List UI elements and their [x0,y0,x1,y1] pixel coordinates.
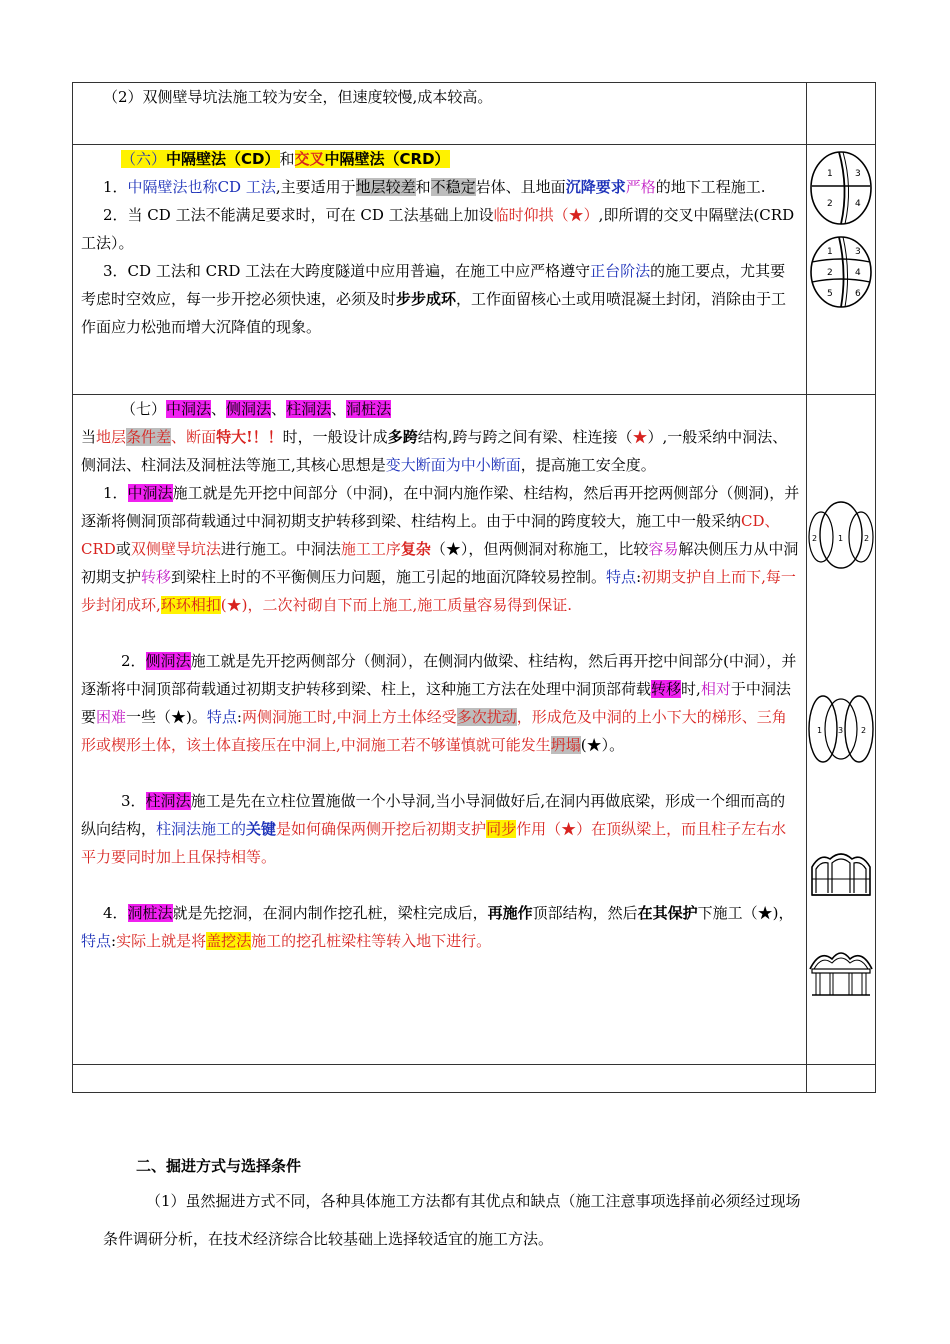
crd-label-2: 2 [827,268,833,278]
center-drift-label-left: 2 [812,534,818,543]
row-empty [73,1065,807,1093]
star-icon: ★ [632,428,648,446]
cd-label-1: 1 [827,169,833,179]
side-drift-diagram [808,693,874,765]
bottom-para-line1: （1）虽然掘进方式不同，各种具体施工方法都有其优点和缺点（施工注意事项选择前必须经过现场 [146,1192,801,1210]
pillar-drift-diagram [808,849,874,899]
row-sec2-note [73,83,807,145]
notes-table [72,82,876,1093]
sec7-title: （七）中洞法、侧洞法、柱洞法、洞桩法 [121,400,392,418]
bottom-section [0,1152,950,1254]
crd-label-3: 3 [855,247,861,257]
center-drift-label-mid: 1 [838,534,844,543]
sec7-para-3: 3．柱洞法施工是先在立柱位置施做一个小导洞,当小导洞做好后,在洞内再做底梁，形成一个细而高的纵向结构，柱洞法施工的关键是如何确保两侧开挖后初期支护同步作用（★）在顶纵梁上，而且柱子左右水平力要同时加上且保持相等。 [81,792,787,866]
side-drift-label-left: 1 [817,726,823,735]
cd-method-diagram [809,148,873,232]
center-drift-label-right: 2 [864,534,870,543]
section-heading: 二、掘进方式与选择条件 [136,1157,302,1175]
crd-label-1: 1 [827,247,833,257]
row-sec6-side [807,145,876,395]
star-icon: ★ [568,206,584,224]
sec7-para-1: 1．中洞法施工就是先开挖中间部分（中洞)，在中洞内施作梁、柱结构，然后再开挖两侧部分（侧洞)，并逐渐将侧洞顶部荷载通过中洞初期支护转移到梁、柱结构上。由于中洞的跨度较大，施工中一般采纳CD、CRD或双侧壁导坑法进行施工。中洞法施工工序复杂（★），但两侧洞对称施工，比较容易解决侧压力从中洞初期支护转移到梁柱上时的不平衡侧压力问题，施工引起的地面沉降较易控制。特点:初期支护自上而下,每一步封闭成环,环环相扣(★)，二次衬砌自下而上施工,施工质量容易得到保证. [81,484,800,614]
crd-label-5: 5 [827,289,833,299]
crd-label-6: 6 [855,289,861,299]
cd-label-3: 3 [855,169,861,179]
sec6-para-3: 3．CD 工法和 CRD 工法在大跨度隧道中应用普遍，在施工中应严格遵守正台阶法的施工要点，尤其要考虑时空效应，每一步开挖必须快速，必须及时步步成环，工作面留核心土或用喷混凝土封闭，消除由于工作面应力松弛而增大沉降值的现象。 [81,262,787,336]
sec6-title: （六）中隔壁法（CD）和交叉中隔壁法（CRD） [121,150,450,168]
cd-label-4: 4 [855,199,861,209]
sec7-para-4: 4．洞桩法就是先挖洞，在洞内制作挖孔桩，梁柱完成后，再施作顶部结构，然后在其保护下施工（★)，特点:实际上就是将盖挖法施工的挖孔桩梁柱等转入地下进行。 [81,904,794,950]
pile-drift-diagram [808,945,874,1001]
crd-label-4: 4 [855,268,861,278]
sec2-note-text: （2）双侧壁导坑法施工较为安全，但速度较慢,成本较高。 [103,88,493,106]
center-drift-diagram [808,499,874,571]
sec7-para-2: 2．侧洞法施工就是先开挖两侧部分（侧洞），在侧洞内做梁、柱结构，然后再开挖中间部分(中洞），并逐渐将中洞顶部荷载通过初期支护转移到梁、柱上，这种施工方法在处理中洞顶部荷载转移时,相对于中洞法要困难一些（★)。特点:两侧洞施工时,中洞上方土体经受多次扰动，形成危及中洞的上小下大的梯形、三角形或楔形土体，该土体直接压在中洞上,中洞施工若不够谨慎就可能发生坍塌(★）。 [81,652,797,754]
row-sec7 [73,395,807,1065]
row-sec6 [73,145,807,395]
cd-label-2: 2 [827,199,833,209]
sec6-para-2: 2．当 CD 工法不能满足要求时，可在 CD 工法基础上加设临时仰拱（★）,即所谓的交叉中隔壁法(CRD 工法）。 [81,206,795,252]
side-drift-label-right: 2 [861,726,867,735]
sec7-intro: 当地层条件差、断面特大!！！时，一般设计成多跨结构,跨与跨之间有梁、柱连接（★）,一般采纳中洞法、侧洞法、柱洞法及洞桩法等施工,其核心思想是变大断面为中小断面，提高施工安全度。 [81,428,788,474]
side-drift-label-mid: 3 [838,726,844,735]
row-sec7-side [807,395,876,1065]
row-empty-side [807,1065,876,1093]
row-sec2-side [807,83,876,145]
sec6-para-1: 1．中隔壁法也称CD 工法,主要适用于地层较差和不稳定岩体、且地面沉降要求严格的地下工程施工. [103,178,766,196]
crd-method-diagram [809,234,873,314]
bottom-para-line2: 条件调研分析，在技术经济综合比较基础上选择较适宜的施工方法。 [103,1230,554,1248]
